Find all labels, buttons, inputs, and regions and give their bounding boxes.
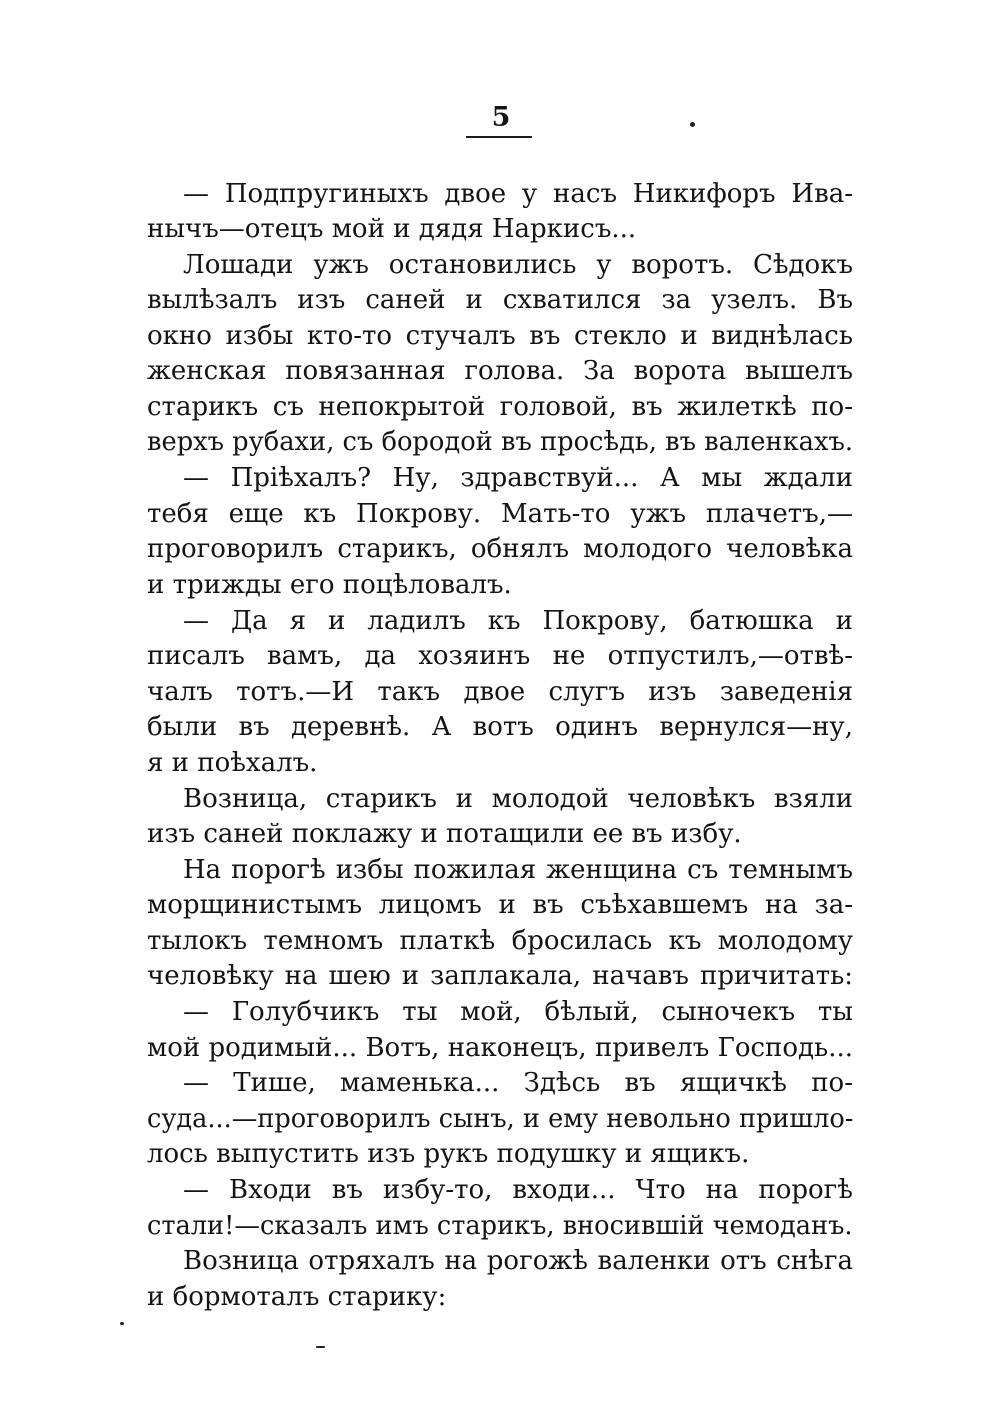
text-line: изъ саней поклажу и потащили ее въ избу. — [147, 819, 742, 849]
text-line: морщинистымъ лицомъ и въ съѣхавшемъ на за- — [147, 890, 853, 920]
text-line: тылокъ темномъ платкѣ бросилась къ молодому — [147, 926, 853, 956]
text-line: — Пріѣхалъ? Ну, здравствуй... А мы ждали — [183, 463, 853, 493]
text-line: Лошади ужъ остановились у воротъ. Сѣдокъ — [183, 250, 853, 280]
text-line: мой родимый... Вотъ, наконецъ, привелъ Господь... — [147, 1033, 853, 1063]
text-line: вылѣзалъ изъ саней и схватился за узелъ. Въ — [147, 285, 853, 315]
text-line: женская повязанная голова. За ворота вышелъ — [147, 356, 853, 386]
text-line: нычъ—отецъ мой и дядя Наркисъ... — [147, 214, 637, 244]
text-line: чалъ тотъ.—И такъ двое слугъ изъ заведенія — [147, 677, 853, 707]
text-line: — Подпругиныхъ двое у насъ Никифоръ Ива- — [183, 179, 853, 209]
text-line: — Да я и ладилъ къ Покрову, батюшка и — [183, 606, 853, 636]
text-line: верхъ рубахи, съ бородой въ просѣдь, въ валенкахъ. — [147, 427, 854, 457]
text-line: старикъ съ непокрытой головой, въ жилеткѣ по- — [147, 392, 853, 422]
text-line: человѣку на шею и заплакала, начавъ причитать: — [147, 961, 853, 991]
text-line: писалъ вамъ, да хозяинъ не отпустилъ,—отвѣ- — [147, 641, 853, 671]
text-line: тебя еще къ Покрову. Мать-то ужъ плачетъ,— — [147, 499, 853, 529]
text-line: лось выпустить изъ рукъ подушку и ящикъ. — [147, 1139, 750, 1169]
text-line: я и поѣхалъ. — [147, 748, 318, 778]
page-number-rule — [466, 136, 532, 138]
text-line: стали!—сказалъ имъ старикъ, вносившій чемоданъ. — [147, 1211, 853, 1241]
text-line: — Голубчикъ ты мой, бѣлый, сыночекъ ты — [183, 997, 853, 1027]
text-line: На порогѣ избы пожилая женщина съ темнымъ — [183, 855, 853, 885]
text-line: были въ деревнѣ. А вотъ одинъ вернулся—ну, — [147, 712, 853, 742]
text-line: — Тише, маменька... Здѣсь въ ящичкѣ по- — [183, 1068, 853, 1098]
text-line: Возница отряхалъ на рогожѣ валенки отъ снѣга — [183, 1246, 853, 1276]
text-line: Возница, старикъ и молодой человѣкъ взяли — [183, 784, 853, 814]
page-number: 5 — [491, 102, 511, 133]
text-line: — Входи въ избу-то, входи... Что на порогѣ — [183, 1175, 853, 1205]
text-line: проговорилъ старикъ, обнялъ молодого человѣка — [147, 534, 853, 564]
print-speck — [316, 1346, 325, 1348]
text-line: и бормоталъ старику: — [147, 1282, 447, 1312]
text-line: окно избы кто-то стучалъ въ стекло и виднѣлась — [147, 321, 853, 351]
print-speck — [120, 1322, 124, 1325]
text-line: и трижды его поцѣловалъ. — [147, 570, 512, 600]
text-line: суда...—проговорилъ сынъ, и ему невольно пришло- — [147, 1104, 854, 1134]
print-speck — [690, 122, 695, 127]
